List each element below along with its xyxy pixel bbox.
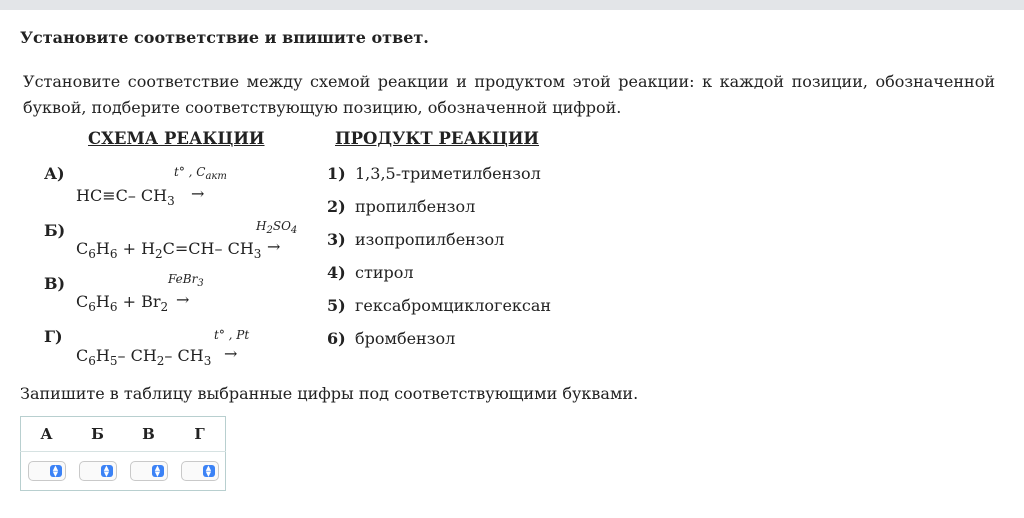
updown-icon: ▲ ▼: [101, 465, 113, 477]
reaction-letter: Б): [44, 221, 66, 240]
product-number: 1): [327, 164, 346, 183]
reaction-arrow: →: [176, 290, 190, 309]
product-number: 4): [327, 263, 346, 282]
answer-cell: [72, 452, 123, 491]
answer-cell: [174, 452, 226, 491]
answer-column-a: А: [40, 425, 53, 443]
answer-table: [20, 416, 226, 491]
reaction-condition: t° , $C_{акт}$: [174, 165, 227, 182]
answer-column-b: Б: [91, 425, 104, 443]
reaction-arrow: →: [224, 344, 238, 363]
reaction-condition: $H_2SO_4$: [256, 219, 298, 236]
reaction-condition: t° , Pt: [214, 328, 250, 342]
product-number: 6): [327, 329, 346, 348]
answer-cell: [21, 452, 73, 491]
top-bar: [0, 0, 1024, 10]
answer-column-g: Г: [194, 425, 205, 443]
product-number: 3): [327, 230, 346, 249]
answer-select-b[interactable]: [79, 461, 117, 481]
product-number: 2): [327, 197, 346, 216]
reaction-condition: FeBr$_3$: [168, 272, 204, 289]
answer-select-a[interactable]: [28, 461, 66, 481]
reaction-arrow: →: [191, 184, 205, 203]
task-heading: Установите соответствие и впишите ответ.: [20, 28, 429, 47]
reaction-formula: HC≡C– $CH_3$: [76, 186, 175, 208]
product-name: пропилбензол: [355, 197, 476, 216]
updown-icon: ▲ ▼: [50, 465, 62, 477]
reaction-letter: А): [44, 164, 65, 183]
product-name: гексабромциклогексан: [355, 296, 552, 315]
answer-column-v: В: [142, 425, 155, 443]
reaction-letter: Г): [44, 327, 63, 346]
product-name: изопропилбензол: [355, 230, 505, 249]
answer-instructions: Запишите в таблицу выбранные цифры под соответствующими буквами.: [20, 384, 639, 403]
product-number: 5): [327, 296, 346, 315]
reaction-arrow: →: [267, 237, 281, 256]
task-instructions: Установите соответствие между схемой реакции и продуктом этой реакции: к каждой позиции, обозначенной буквой, подберите соответствующую позицию, обозначенной цифрой.: [23, 72, 995, 117]
updown-icon: ▲ ▼: [152, 465, 164, 477]
reaction-scheme-header: СХЕМА РЕАКЦИИ: [88, 129, 265, 148]
product-name: стирол: [355, 263, 414, 282]
product-name: бромбензол: [355, 329, 456, 348]
reaction-letter: В): [44, 274, 66, 293]
reaction-formula: $C_6H_5-$ $CH_2-$ $CH_3$: [76, 346, 212, 368]
answer-select-g[interactable]: [181, 461, 219, 481]
product-name: 1,3,5-триметилбензол: [355, 164, 541, 183]
reaction-product-header: ПРОДУКТ РЕАКЦИИ: [335, 129, 540, 148]
updown-icon: ▲ ▼: [203, 465, 215, 477]
answer-cell: [123, 452, 174, 491]
reaction-formula: $C_6H_6 + Br_2$: [76, 292, 169, 314]
reaction-formula: $C_6H_6 + H_2C=CH-$ $CH_3$: [76, 239, 262, 261]
answer-select-v[interactable]: [130, 461, 168, 481]
